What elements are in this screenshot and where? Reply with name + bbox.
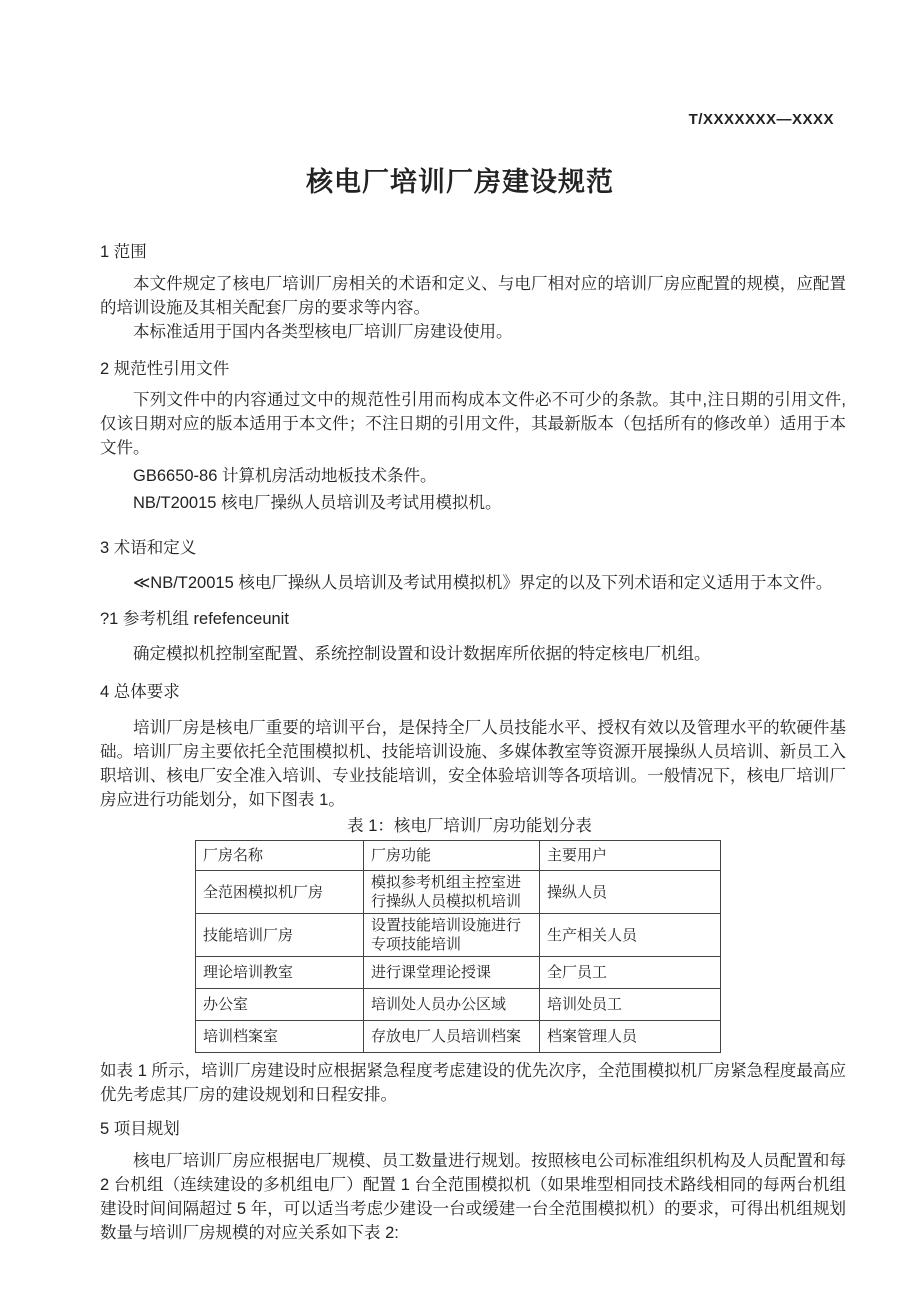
paragraph: 下列文件中的内容通过文中的规范性引用而构成本文件必不可少的条款。其中,注日期的引用文件,仅该日期对应的版本适用于本文件；不注日期的引用文件，其最新版本（包括所有的修改单）适用于本文件。: [100, 391, 846, 457]
table-cell: 进行课堂理论授课: [364, 957, 540, 989]
table-header-cell: 厂房名称: [196, 841, 364, 871]
table-caption: 表 1：核电厂培训厂房功能划分表: [347, 817, 592, 835]
document-body: [100, 230, 846, 1245]
table-cell: 办公室: [196, 989, 364, 1021]
function-division-table: [195, 840, 721, 1053]
section-heading-general-requirements: 4 总体要求: [100, 683, 180, 701]
reference-item: NB/T20015 核电厂操纵人员培训及考试用模拟机。: [133, 494, 502, 512]
table-row: [196, 914, 721, 957]
section-heading-project-planning: 5 项目规划: [100, 1120, 180, 1138]
table-cell: 全范困模拟机厂房: [196, 871, 364, 914]
table-row: [196, 989, 721, 1021]
table-cell: 培训档案室: [196, 1021, 364, 1053]
paragraph: 核电厂培训厂房应根据电厂规模、员工数量进行规划。按照核电公司标准组织机构及人员配置和每 2 台机组（连续建设的多机组电厂）配置 1 台全范围模拟机（如果堆型相同技术路线相同的每两台机组建设时间间隔超过 5 年，可以适当考虑少建设一台或缓建一台全范围模拟机）的要求，可得出机组规划数量与培训厂房规模的对应关系如下表 2:: [100, 1152, 846, 1242]
table-cell: 培训处人员办公区域: [364, 989, 540, 1021]
table-cell: 操纵人员: [540, 871, 721, 914]
table-cell: 技能培训厂房: [196, 914, 364, 957]
table-cell: 存放电厂人员培训档案: [364, 1021, 540, 1053]
paragraph: 本标准适用于国内各类型核电厂培训厂房建设使用。: [133, 323, 513, 341]
section-heading-normative-references: 2 规范性引用文件: [100, 360, 230, 378]
paragraph: 本文件规定了核电厂培训厂房相关的术语和定义、与电厂相对应的培训厂房应配置的规模，应配置的培训设施及其相关配套厂房的要求等内容。: [100, 275, 846, 317]
table-cell: 模拟参考机组主控室进行操纵人员模拟机培训: [364, 871, 540, 914]
table-header-row: [196, 841, 721, 871]
reference-item: GB6650-86 计算机房活动地板技术条件。: [133, 467, 437, 485]
section-heading-scope: 1 范围: [100, 243, 147, 261]
paragraph: 如表 1 所示，培训厂房建设时应根据紧急程度考虑建设的优先次序，全范围模拟机厂房紧急程度最高应优先考虑其厂房的建设规划和日程安排。: [100, 1062, 846, 1104]
paragraph: ≪NB/T20015 核电厂操纵人员培训及考试用模拟机》界定的以及下列术语和定义适用于本文件。: [133, 574, 833, 592]
table-header-cell: 厂房功能: [364, 841, 540, 871]
table-cell: 全厂员工: [540, 957, 721, 989]
table-cell: 理论培训教室: [196, 957, 364, 989]
term-heading: ?1 参考机组 refefenceunit: [100, 610, 289, 628]
document-title: 核电厂培训厂房建设规范: [306, 167, 614, 197]
table-cell: 培训处员工: [540, 989, 721, 1021]
table-row: [196, 871, 721, 914]
table-cell: 生产相关人员: [540, 914, 721, 957]
paragraph: 培训厂房是核电厂重要的培训平台，是保持全厂人员技能水平、授权有效以及管理水平的软硬件基础。培训厂房主要依托全范围模拟机、技能培训设施、多媒体教室等资源开展操纵人员培训、新员工入职培训、核电厂安全准入培训、专业技能培训，安全体验培训等各项培训。一般情况下，核电厂培训厂房应进行功能划分，如下图表 1。: [100, 719, 846, 809]
term-definition: 确定模拟机控制室配置、系统控制设置和设计数据库所依据的特定核电厂机组。: [133, 645, 711, 663]
table-cell: 设置技能培训设施进行专项技能培训: [364, 914, 540, 957]
table-cell: 档案管理人员: [540, 1021, 721, 1053]
table-row: [196, 1021, 721, 1053]
table-header-cell: 主要用户: [540, 841, 721, 871]
standard-number: T/XXXXXXX—XXXX: [688, 111, 834, 128]
table-row: [196, 957, 721, 989]
section-heading-terms: 3 术语和定义: [100, 539, 197, 557]
